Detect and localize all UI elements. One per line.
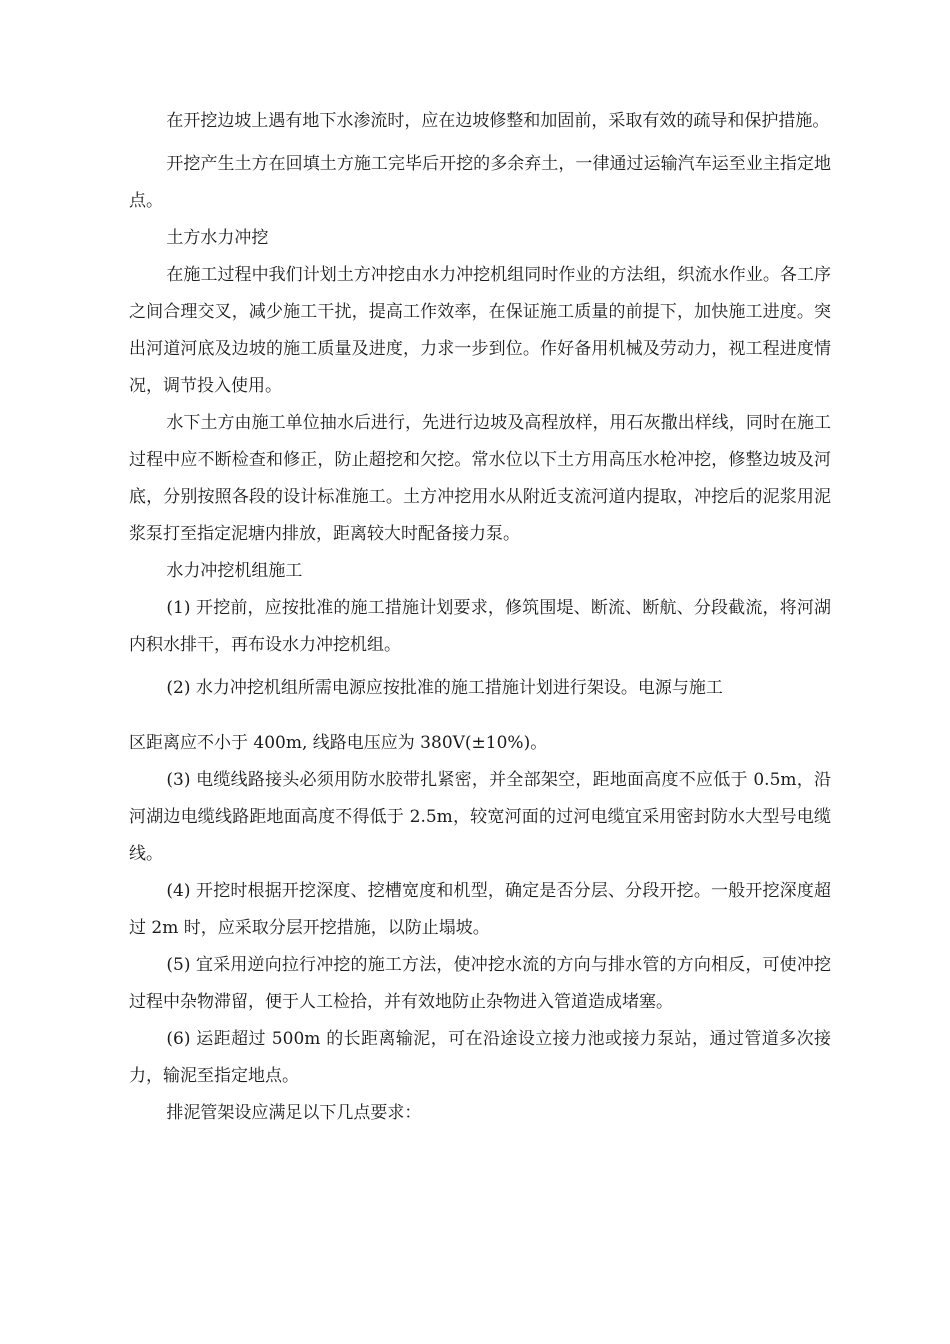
document-body — [129, 103, 831, 1132]
list-item-6: (6) 运距超过 500m 的长距离输泥，可在沿途设立接力池或接力泵站，通过管道多次接力，输泥至指定地点。 — [129, 1029, 831, 1086]
list-item-4: (4) 开挖时根据开挖深度、挖槽宽度和机型，确定是否分层、分段开挖。一般开挖深度超过 2m 时，应采取分层开挖措施，以防止塌坡。 — [129, 881, 831, 938]
paragraph-slope-seepage: 在开挖边坡上遇有地下水渗流时，应在边坡修整和加固前，采取有效的疏导和保护措施。 — [166, 111, 830, 131]
paragraph-pipe-requirements: 排泥管架设应满足以下几点要求： — [166, 1103, 422, 1123]
paragraph-underwater-earthwork: 水下土方由施工单位抽水后进行，先进行边坡及高程放样，用石灰撒出样线，同时在施工过程中应不断检查和修正，防止超挖和欠挖。常水位以下土方用高压水枪冲挖，修整边坡及河底，分别按照各段的设计标准施工。土方冲挖用水从附近支流河道内提取，冲挖后的泥浆用泥浆泵打至指定泥塘内排放，距离较大时配备接力泵。 — [129, 413, 831, 544]
list-item-2-continuation: 区距离应不小于 400m, 线路电压应为 380V(±10%)。 — [129, 733, 548, 753]
paragraph-excess-soil: 开挖产生土方在回填土方施工完毕后开挖的多余弃土，一律通过运输汽车运至业主指定地点。 — [129, 154, 831, 211]
list-item-2: (2) 水力冲挖机组所需电源应按批准的施工措施计划进行架设。电源与施工 — [166, 678, 723, 698]
section-heading-unit-construction: 水力冲挖机组施工 — [166, 561, 303, 581]
list-item-3: (3) 电缆线路接头必须用防水胶带扎紧密，并全部架空，距地面高度不应低于 0.5m，沿河湖边电缆线路距地面高度不得低于 2.5m，较宽河面的过河电缆宜采用密封防水大型号电缆线。 — [129, 770, 831, 864]
section-heading-hydraulic-excavation: 土方水力冲挖 — [166, 228, 269, 248]
paragraph-construction-plan: 在施工过程中我们计划土方冲挖由水力冲挖机组同时作业的方法组，织流水作业。各工序之间合理交叉，减少施工干扰，提高工作效率，在保证施工质量的前提下，加快施工进度。突出河道河底及边坡的施工质量及进度，力求一步到位。作好备用机械及劳动力，视工程进度情况，调节投入使用。 — [129, 265, 831, 396]
list-item-5: (5) 宜采用逆向拉行冲挖的施工方法，使冲挖水流的方向与排水管的方向相反，可使冲挖过程中杂物滞留，便于人工检拾，并有效地防止杂物进入管道造成堵塞。 — [129, 955, 831, 1012]
list-item-1: (1) 开挖前，应按批准的施工措施计划要求，修筑围堤、断流、断航、分段截流，将河湖内积水排干，再布设水力冲挖机组。 — [129, 598, 831, 655]
